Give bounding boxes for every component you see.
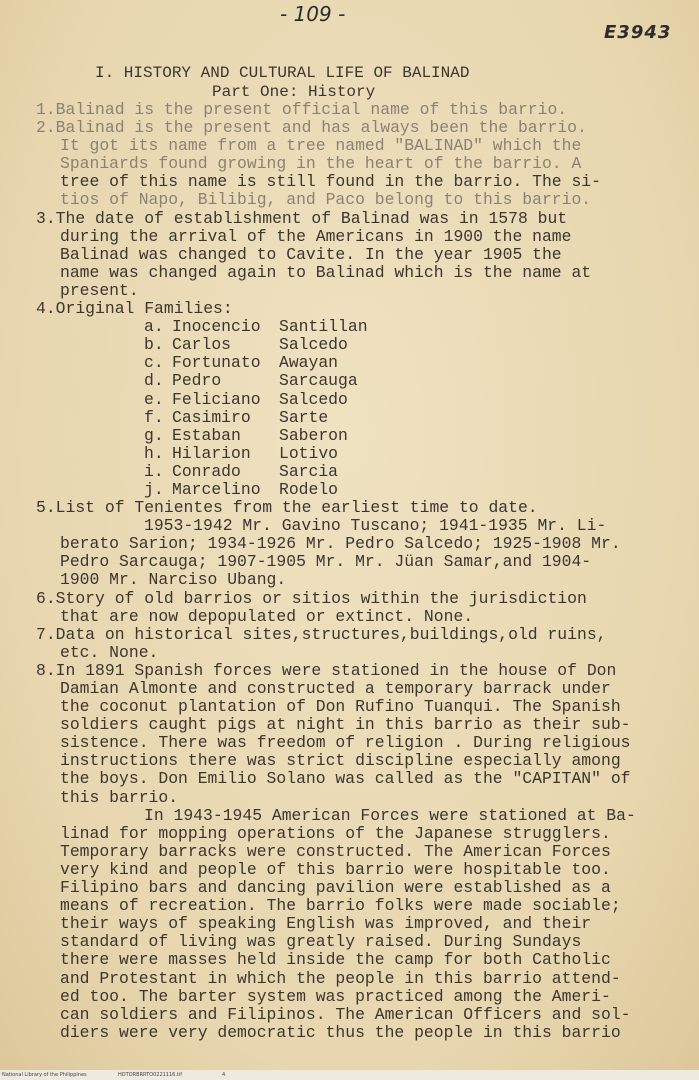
footer-file-name: HDTORBRRTO0221116.tif (118, 1072, 183, 1078)
family-item (36, 391, 686, 409)
text-line: the boys. Don Emilio Solano was called as the "CAPITAN" of (60, 769, 631, 789)
text-line: Damian Almonte and constructed a temporary barrack under (60, 679, 611, 698)
text-line: 1900 Mr. Narciso Ubang. (60, 570, 287, 590)
family-first-name: Pedro (172, 371, 222, 391)
family-first-name: Conrado (172, 461, 241, 481)
family-last-name: Sarcia (279, 461, 339, 481)
family-last-name: Awayan (279, 353, 339, 373)
family-last-name: Sarte (279, 407, 329, 427)
text-line: the coconut plantation of Don Rufino Tuanqui. The Spanish (60, 697, 621, 717)
family-first-name: Feliciano (172, 389, 261, 409)
text-line: name was changed again to Balinad which is the name at (60, 262, 592, 282)
family-letter: f. (144, 407, 164, 427)
text-line: their ways of speaking English was improved, and their (60, 914, 592, 934)
document-subtitle: Part One: History (212, 83, 376, 101)
text-line: tree of this name is still found in the barrio. The si- (60, 172, 601, 192)
family-item (36, 481, 686, 499)
text-line: can soldiers and Filipinos. The American Officers and sol- (60, 1004, 631, 1024)
scan-footer (0, 1070, 699, 1080)
footer-library-name: National Library of the Philippines (2, 1072, 87, 1078)
text-line: 6.Story of old barrios or sitios within the jurisdiction (36, 588, 587, 608)
document-title: I. HISTORY AND CULTURAL LIFE OF BALINAD (95, 64, 470, 82)
family-last-name: Salcedo (279, 335, 348, 355)
family-first-name: Estaban (172, 425, 241, 445)
footer-mark: 4 (222, 1072, 226, 1078)
text-line: Balinad was changed to Cavite. In the year 1905 the (60, 244, 562, 264)
family-item (36, 354, 686, 372)
family-letter: d. (144, 371, 164, 391)
text-line: etc. None. (60, 642, 159, 662)
family-item (36, 372, 686, 390)
text-line: 1953-1942 Mr. Gavino Tuscano; 1941-1935 Mr. Li- (144, 516, 607, 536)
text-line: Spaniards found growing in the heart of the barrio. A (60, 154, 582, 174)
family-letter: j. (144, 479, 164, 499)
text-line: 1.Balinad is the present official name of this barrio. (36, 100, 568, 119)
page-number: - 109 - (280, 2, 346, 26)
text-line: 3.The date of establishment of Balinad was in 1578 but (36, 208, 568, 228)
family-item (36, 336, 686, 354)
family-last-name: Salcedo (279, 389, 348, 409)
text-line: soldiers caught pigs at night in this barrio as their sub- (60, 715, 631, 735)
family-letter: c. (144, 353, 164, 373)
text-line: standard of living was greatly raised. During Sundays (60, 932, 582, 952)
text-line: tios of Napo, Bilibig, and Paco belong to this barrio. (60, 190, 592, 210)
text-line: linad for mopping operations of the Japanese strugglers. (60, 823, 611, 843)
family-item (36, 445, 686, 463)
family-last-name: Sarcauga (279, 371, 358, 391)
text-line: instructions there was strict discipline especially among (60, 751, 621, 771)
family-item (36, 463, 686, 481)
text-line: present. (60, 280, 139, 300)
text-line: 2.Balinad is the present and has always been the barrio. (36, 118, 587, 138)
text-line: that are now depopulated or extinct. None. (60, 606, 474, 626)
family-first-name: Carlos (172, 335, 232, 355)
text-line: means of recreation. The barrio folks were made sociable; (60, 896, 621, 916)
family-last-name: Santillan (279, 317, 368, 337)
text-line: 5.List of Tenientes from the earliest time to date. (36, 498, 538, 518)
text-line: 4.Original Families: (36, 299, 233, 319)
text-line: very kind and people of this barrio were hospitable too. (60, 859, 611, 879)
text-line: 7.Data on historical sites,structures,buildings,old ruins, (36, 624, 607, 644)
family-first-name: Fortunato (172, 353, 261, 373)
text-line: and Protestant in which the people in this barrio attend- (60, 968, 621, 988)
family-first-name: Casimiro (172, 407, 251, 427)
family-last-name: Rodelo (279, 479, 339, 499)
text-line: Temporary barracks were constructed. The American Forces (60, 841, 611, 861)
family-first-name: Inocencio (172, 317, 261, 337)
text-line: It got its name from a tree named "BALINAD" which the (60, 136, 582, 156)
text-line: 8.In 1891 Spanish forces were stationed in the house of Don (36, 660, 617, 680)
family-item (36, 318, 686, 336)
text-line: diers were very democratic thus the people in this barrio (60, 1022, 621, 1042)
family-letter: h. (144, 443, 164, 463)
family-last-name: Saberon (279, 425, 348, 445)
text-line: sistence. There was freedom of religion . During religious (60, 733, 631, 753)
family-item (36, 427, 686, 445)
call-number: E3943 (604, 22, 672, 43)
family-item (36, 409, 686, 427)
family-first-name: Hilarion (172, 443, 251, 463)
family-letter: e. (144, 389, 164, 409)
text-line: Pedro Sarcauga; 1907-1905 Mr. Mr. Jüan Samar,and 1904- (60, 552, 592, 572)
family-letter: g. (144, 425, 164, 445)
text-line: Filipino bars and dancing pavilion were established as a (60, 878, 611, 898)
text-line: this barrio. (60, 787, 179, 807)
family-first-name: Marcelino (172, 479, 261, 499)
family-letter: i. (144, 461, 164, 481)
text-line: during the arrival of the Americans in 1900 the name (60, 226, 572, 246)
document-body (36, 101, 686, 1042)
text-line: there were masses held inside the camp for both Catholic (60, 950, 611, 970)
text-line: In 1943-1945 American Forces were stationed at Ba- (144, 805, 636, 825)
family-letter: b. (144, 335, 164, 355)
family-letter: a. (144, 317, 164, 337)
family-last-name: Lotivo (279, 443, 339, 463)
text-line: berato Sarion; 1934-1926 Mr. Pedro Salcedo; 1925-1908 Mr. (60, 534, 621, 554)
text-line: ed too. The barter system was practiced among the Ameri- (60, 986, 611, 1006)
